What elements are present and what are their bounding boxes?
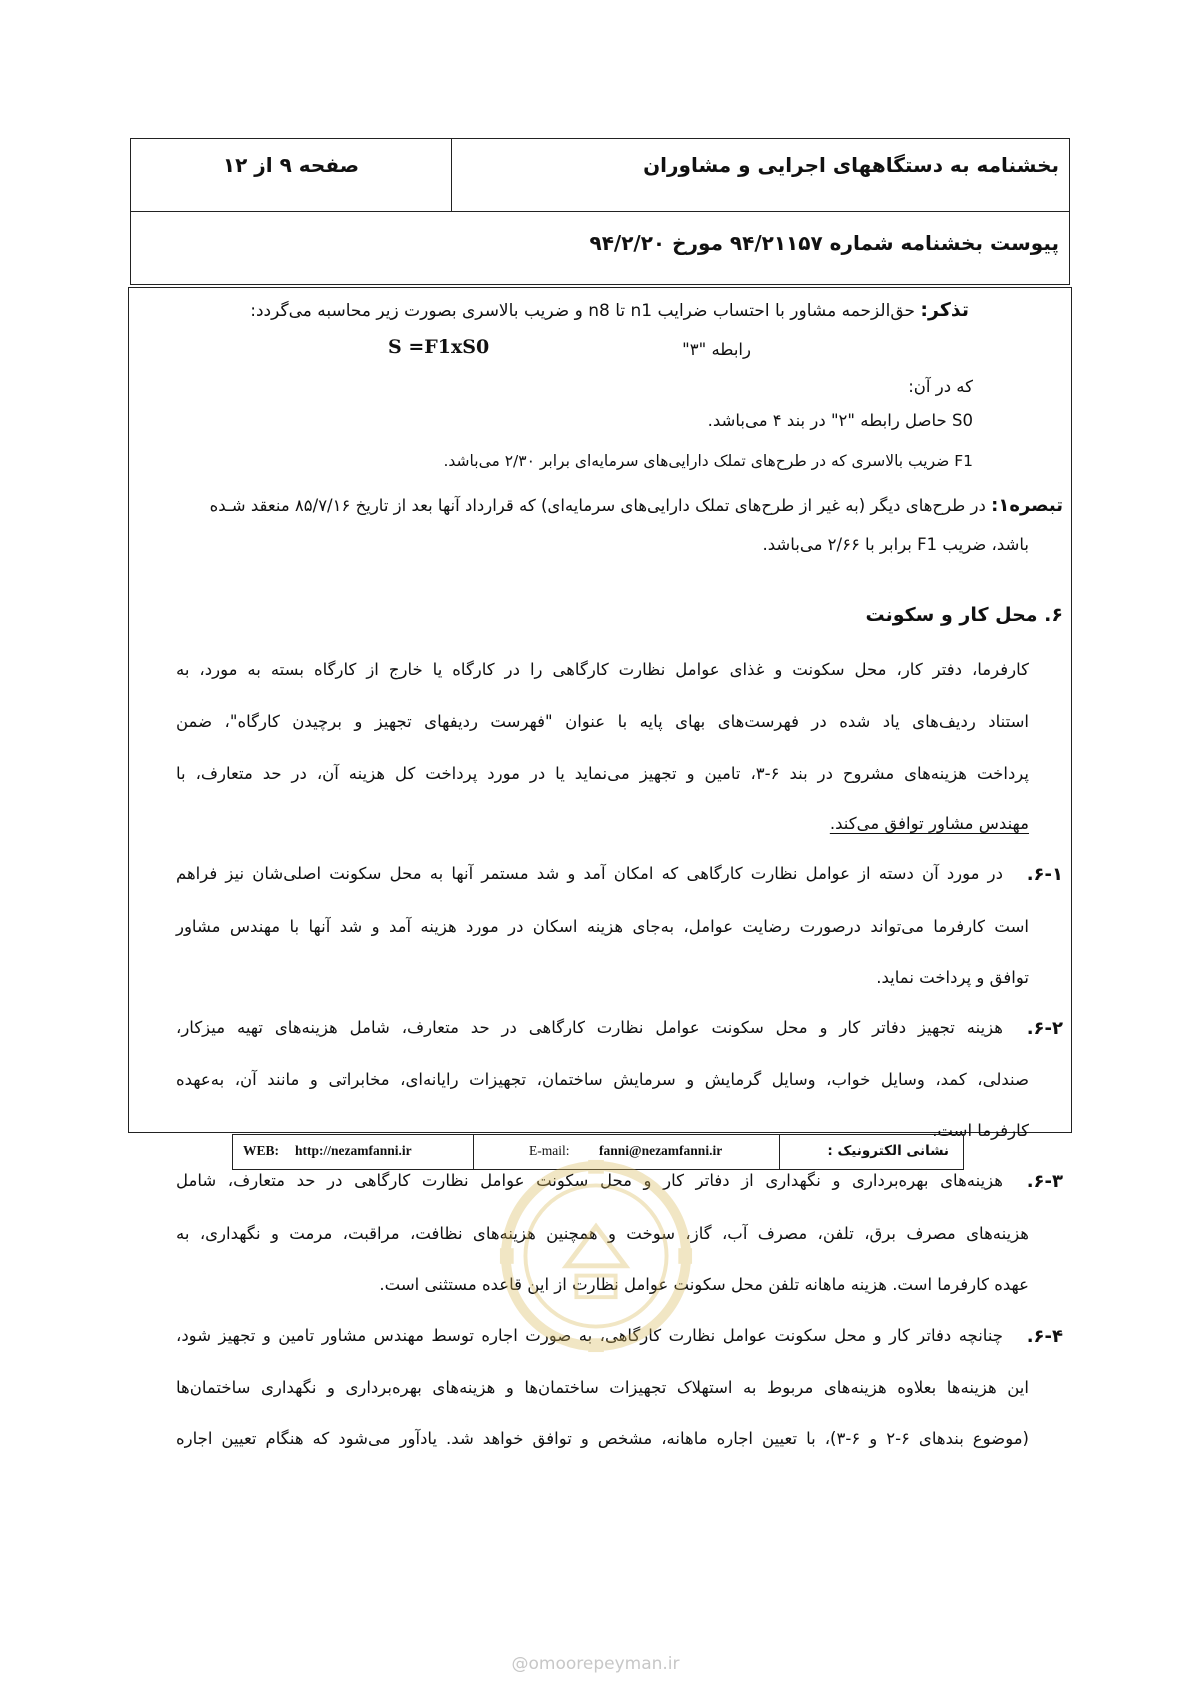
watermark-seal (498, 1158, 694, 1354)
section-heading: ۶. محل کار و سکونت (865, 604, 1063, 626)
tabsareh-text: در طرح‌های دیگر (به غیر از طرح‌های تملک دارایی‌های سرمایه‌ای) که قرارداد آنها بعد از تاریخ ۸۵/۷/۱۶ منعقد شـده (209, 496, 986, 515)
formula: S =F1xS0 (388, 336, 490, 358)
item-6-1-line-3: توافق و پرداخت نماید. (876, 968, 1029, 987)
document-header (130, 138, 1070, 285)
formula-label: رابطه "۳" (682, 340, 751, 359)
attachment-title: پیوست بخشنامه شماره ۹۴/۲۱۱۵۷ مورخ ۹۴/۲/۲۰ (589, 231, 1059, 255)
tabsareh-line2: باشد، ضریب F1 برابر با ۲/۶۶ می‌باشد. (762, 535, 1029, 554)
intro-line-4: مهندس مشاور توافق می‌کند. (829, 814, 1029, 833)
item-6-1-number: ۶-۱. (1026, 864, 1063, 885)
intro-line-3: پرداخت هزینه‌های مشروح در بند ۶-۳، تامین و تجهیز می‌نماید یا در مورد پرداخت کل هزینه آن، در حد متعارف، با (176, 764, 1029, 783)
note-label: تذکر: (920, 299, 969, 321)
item-6-2-line-2: صندلی، کمد، وسایل خواب، وسایل گرمایش و سرمایش ساختمان، تجهیزات رایانه‌ای، مخابراتی و مانند آن، به‌عهده (176, 1070, 1029, 1089)
where-text: که در آن: (908, 377, 973, 396)
item-6-2-line-1: هزینه تجهیز دفاتر کار و محل سکونت عوامل نظارت کارگاهی در حد متعارف، شامل هزینه‌های تهیه میزکار، (176, 1018, 1003, 1037)
email-link[interactable]: fanni@nezamfanni.ir (599, 1143, 723, 1158)
page-number: صفحه ۹ از ۱۲ (222, 153, 360, 177)
item-6-4-line-2: این هزینه‌ها بعلاوه هزینه‌های مربوط به استهلاک تجهیزات ساختمان‌ها و هزینه‌های بهره‌برداری و نگهداری ساختمان‌ها (176, 1378, 1029, 1397)
s0-definition: S0 حاصل رابطه "۲" در بند ۴ می‌باشد. (707, 411, 973, 430)
f1-definition: F1 ضریب بالاسری که در طرح‌های تملک دارایی‌های سرمایه‌ای برابر ۲/۳۰ می‌باشد. (443, 452, 973, 470)
footer-divider-2 (779, 1135, 780, 1169)
item-6-3-line-2: هزینه‌های مصرف برق، تلفن، مصرف آب، گاز، سوخت و همچنین هزینه‌های نظافت، مراقبت، مرمت و نگهداری، به (176, 1224, 1029, 1243)
tabsareh-line1 (210, 495, 1063, 517)
tabsareh-label: تبصره۱: (991, 495, 1063, 516)
web-link[interactable]: http://nezamfanni.ir (295, 1143, 412, 1158)
email-label: E-mail: (529, 1143, 570, 1158)
watermark-site: @omoorepeyman.ir (511, 1654, 680, 1674)
circular-title: بخشنامه به دستگاههای اجرایی و مشاوران (643, 153, 1059, 177)
item-6-2-number: ۶-۲. (1026, 1018, 1063, 1039)
item-6-3-line-1: هزینه‌های بهره‌برداری و نگهداری از دفاتر کار و محل سکونت عوامل نظارت کارگاهی در حد متعارف، شامل (176, 1171, 1003, 1190)
footer-divider-1 (473, 1135, 474, 1169)
item-6-3-line-3: عهده کارفرما است. هزینه ماهانه تلفن محل سکونت عوامل نظارت از این قاعده مستثنی است. (379, 1275, 1029, 1294)
item-6-4-number: ۶-۴. (1026, 1326, 1063, 1347)
header-divider (451, 139, 452, 211)
item-6-3-number: ۶-۳. (1026, 1171, 1063, 1192)
intro-line-1: کارفرما، دفتر کار، محل سکونت و غذای عوامل نظارت کارگاهی را در کارگاه یا خارج از کارگاه بسته به مورد، به (176, 660, 1029, 679)
item-6-2-line-3: کارفرما است. (932, 1121, 1029, 1140)
item-6-1-line-2: است کارفرما می‌تواند درصورت رضایت عوامل، به‌جای هزینه اسکان در مورد هزینه آمد و شد آنها با مهندس مشاور (176, 917, 1029, 936)
item-6-4-line-1: چنانچه دفاتر کار و محل سکونت عوامل نظارت کارگاهی، به صورت اجاره توسط مهندس مشاور تامین و تجهیز شود، (176, 1326, 1003, 1345)
note-text: حق‌الزحمه مشاور با احتساب ضرایب n1 تا n8 و ضریب بالاسری بصورت زیر محاسبه می‌گردد: (250, 301, 916, 321)
item-6-4-line-3: (موضوع بندهای ۶-۲ و ۶-۳)، با تعیین اجاره ماهانه، مشخص و توافق خواهد شد. یادآور می‌شود که هنگام تعیین اجاره (176, 1429, 1029, 1448)
web-label: WEB: (243, 1143, 280, 1158)
intro-line-2: استناد ردیف‌های یاد شده در فهرست‌های بهای پایه با عنوان "فهرست ردیفهای تجهیز و برچیدن کارگاه"، ضمن (176, 712, 1029, 731)
address-label: نشانی الکترونیک : (827, 1143, 949, 1159)
note-paragraph (250, 299, 969, 322)
item-6-1-line-1: در مورد آن دسته از عوامل نظارت کارگاهی که امکان آمد و شد مستمر آنها به محل سکونت اصلی‌شان نیز فراهم (176, 864, 1003, 883)
